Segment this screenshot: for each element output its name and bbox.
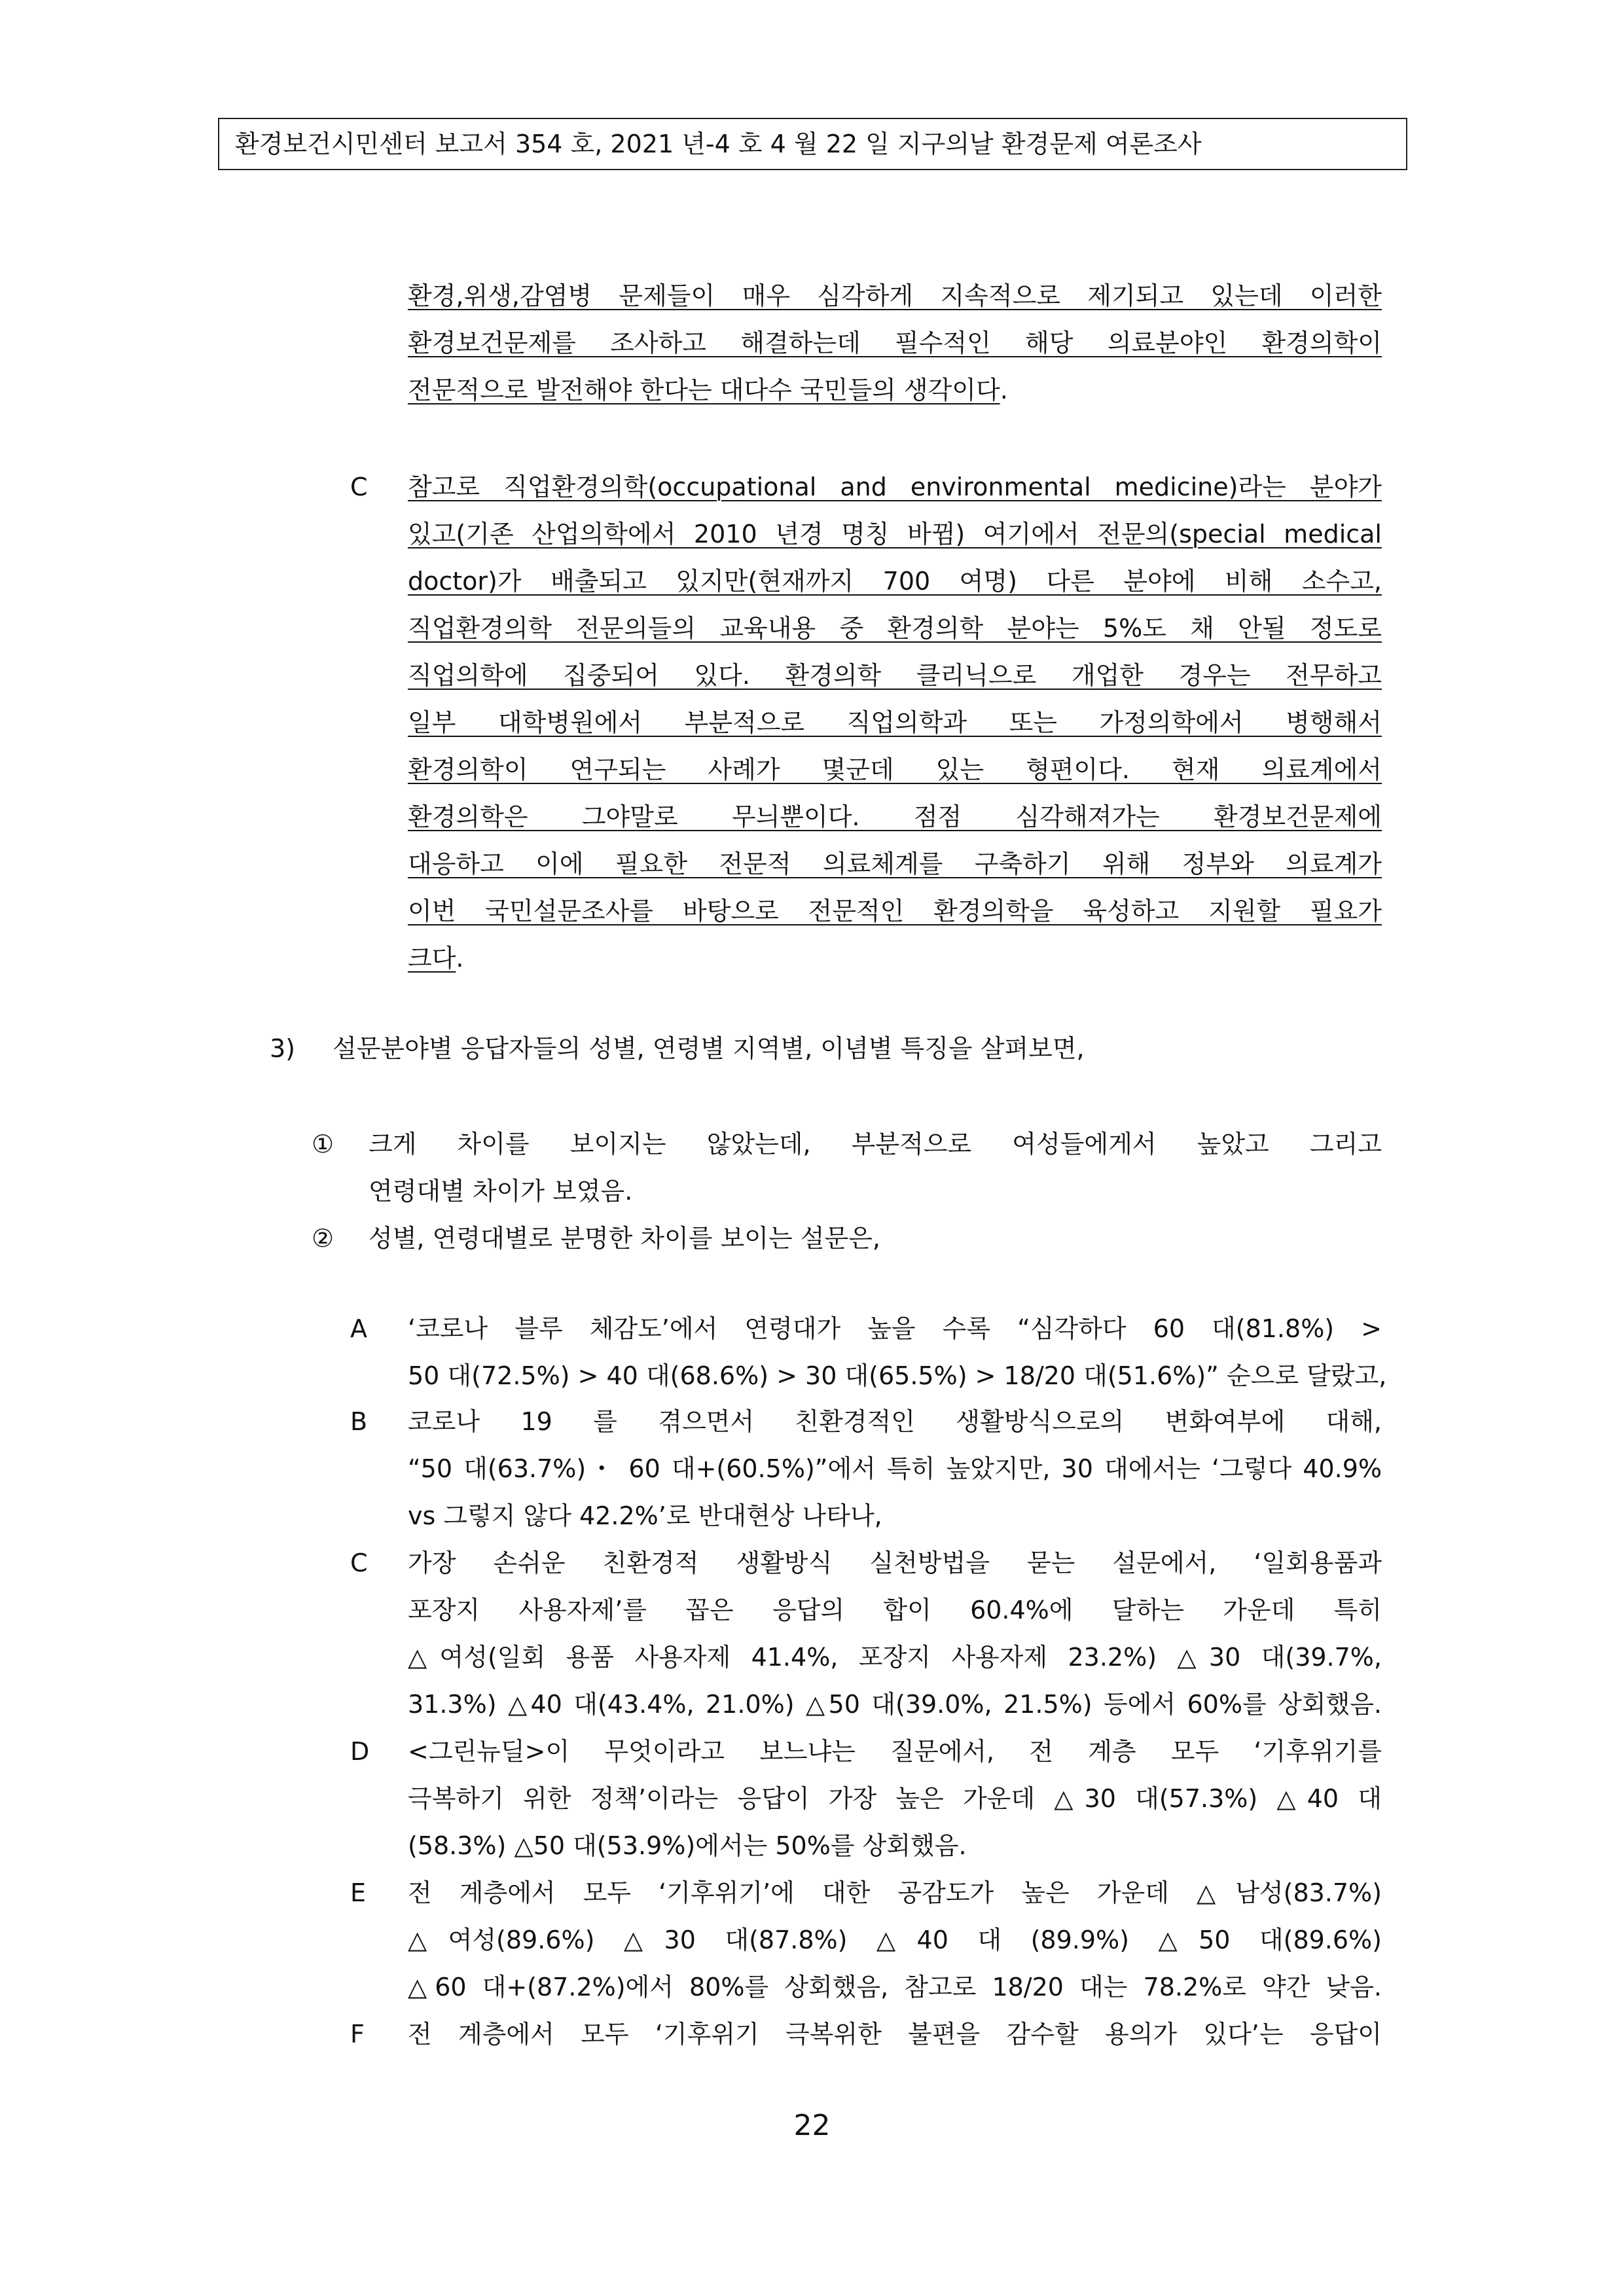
item-marker: ② — [312, 1224, 334, 1253]
text-line: 환경의학이 연구되는 사례가 몇군데 있는 형편이다. 현재 의료계에서 — [408, 755, 1382, 784]
page-number: 22 — [793, 2109, 831, 2142]
text-line: 일부 대학병원에서 부분적으로 직업의학과 또는 가정의학에서 병행해서 — [408, 708, 1382, 737]
item-marker: E — [350, 1878, 367, 1907]
text-line: 가장 손쉬운 친환경적 생활방식 실천방법을 묻는 설문에서, ‘일회용품과 — [408, 1549, 1382, 1577]
text-line: <그린뉴딜>이 무엇이라고 보느냐는 질문에서, 전 계층 모두 ‘기후위기를 — [408, 1737, 1382, 1766]
item-marker: F — [350, 2020, 365, 2049]
item-marker: ① — [312, 1130, 334, 1158]
text-line: “50 대(63.7%)・ 60 대+(60.5%)”에서 특히 높았지만, 30 대에서는 ‘그렇다 40.9% — [408, 1454, 1382, 1483]
text-line: 연령대별 차이가 보였음. — [369, 1177, 633, 1206]
text-line: (58.3%) △50 대(53.9%)에서는 50%를 상회했음. — [408, 1831, 967, 1860]
text-line: 전 계층에서 모두 ‘기후위기 극복위한 불편을 감수할 용의가 있다’는 응답이 — [408, 2020, 1382, 2049]
item-marker: C — [350, 1549, 368, 1577]
report-header: 환경보건시민센터 보고서 354 호, 2021 년-4 호 4 월 22 일 지구의날 환경문제 여론조사 — [218, 118, 1407, 170]
text-line: 있고(기존 산업의학에서 2010 년경 명칭 바뀜) 여기에서 전문의(special medical — [408, 520, 1382, 548]
text-line: 직업환경의학 전문의들의 교육내용 중 환경의학 분야는 5%도 채 안될 정도로 — [408, 614, 1382, 643]
text-line: 포장지 사용자제’를 꼽은 응답의 합이 60.4%에 달하는 가운데 특히 — [408, 1596, 1382, 1624]
text-line: 전문적으로 발전해야 한다는 대다수 국민들의 생각이다. — [408, 376, 1008, 404]
text-line: △여성(일회 용품 사용자제 41.4%, 포장지 사용자제 23.2%) △30 대(39.7%, — [408, 1643, 1382, 1672]
text-line: 크게 차이를 보이지는 않았는데, 부분적으로 여성들에게서 높았고 그리고 — [369, 1130, 1382, 1158]
item-marker: C — [350, 473, 368, 501]
text-line: vs 그렇지 않다 42.2%’로 반대현상 나타나, — [408, 1501, 882, 1530]
text-line: 참고로 직업환경의학(occupational and environmental medicine)라는 분야가 — [408, 473, 1382, 501]
text-line: doctor)가 배출되고 있지만(현재까지 700 여명) 다른 분야에 비해 소수고, — [408, 567, 1382, 596]
text-line: 50 대(72.5%) > 40 대(68.6%) > 30 대(65.5%) > 18/20 대(51.6%)” 순으로 달랐고, — [408, 1361, 1387, 1390]
text-line: 환경,위생,감염병 문제들이 매우 심각하게 지속적으로 제기되고 있는데 이러한 — [408, 281, 1382, 310]
text-line: △여성(89.6%) △30 대(87.8%) △40 대 (89.9%) △50 대(89.6%) — [408, 1926, 1382, 1954]
text-line: 환경의학은 그야말로 무늬뿐이다. 점점 심각해져가는 환경보건문제에 — [408, 802, 1382, 831]
text-line: 성별, 연령대별로 분명한 차이를 보이는 설문은, — [369, 1224, 881, 1253]
text-line: 환경보건문제를 조사하고 해결하는데 필수적인 해당 의료분야인 환경의학이 — [408, 329, 1382, 357]
section-marker: 3) — [270, 1034, 296, 1063]
text-line: 크다. — [408, 944, 464, 973]
item-marker: D — [350, 1737, 370, 1766]
text-line: △60 대+(87.2%)에서 80%를 상회했음, 참고로 18/20 대는 78.2%로 약간 낮음. — [408, 1973, 1382, 2001]
section-heading: 설문분야별 응답자들의 성별, 연령별 지역별, 이념별 특징을 살펴보면, — [333, 1034, 1085, 1063]
text-line: 31.3%) △40 대(43.4%, 21.0%) △50 대(39.0%, 21.5%) 등에서 60%를 상회했음. — [408, 1690, 1382, 1719]
item-marker: B — [350, 1407, 368, 1436]
text-line: 코로나 19 를 겪으면서 친환경적인 생활방식으로의 변화여부에 대해, — [408, 1407, 1382, 1436]
text-line: ‘코로나 블루 체감도’에서 연령대가 높을 수록 “심각하다 60 대(81.8%) > — [408, 1314, 1382, 1343]
text-line: 직업의학에 집중되어 있다. 환경의학 클리닉으로 개업한 경우는 전무하고 — [408, 661, 1382, 690]
item-marker: A — [350, 1314, 367, 1343]
text-line: 전 계층에서 모두 ‘기후위기’에 대한 공감도가 높은 가운데 △남성(83.7%) — [408, 1878, 1382, 1907]
text-line: 극복하기 위한 정책’이라는 응답이 가장 높은 가운데 △30 대(57.3%) △40 대 — [408, 1784, 1382, 1813]
text-line: 대응하고 이에 필요한 전문적 의료체계를 구축하기 위해 정부와 의료계가 — [408, 850, 1382, 878]
text-line: 이번 국민설문조사를 바탕으로 전문적인 환경의학을 육성하고 지원할 필요가 — [408, 897, 1382, 925]
